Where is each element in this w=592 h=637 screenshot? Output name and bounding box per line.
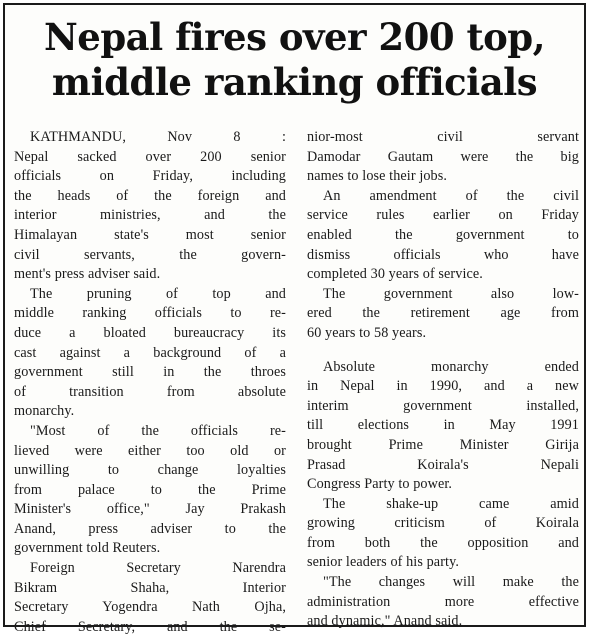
article-line: Congress Party to power. [307,476,453,493]
article-line: completed 30 years of service. [307,266,483,283]
article-line: brought Prime Minister Girija [307,436,579,453]
article-column-right [307,128,579,632]
paragraph-gap [307,344,579,358]
article-line: The government also low- [323,285,579,302]
newspaper-clipping [3,3,586,635]
article-line: ered the retirement age from [307,305,579,322]
article-line: officials on Friday, including [14,168,286,185]
article-line: cast against a background of a [14,344,286,361]
article-line: middle ranking officials to re- [14,305,286,322]
article-line: Minister's office," Jay Prakash [14,501,286,518]
article-line: "Most of the officials re- [30,422,286,439]
headline-line-2: middle ranking officials [51,60,538,104]
article-line: from palace to the Prime [14,481,286,498]
article-line: 60 years to 58 years. [307,324,427,341]
article-line: nior-most civil servant [307,129,579,145]
article-line: Secretary Yogendra Nath Ojha, [14,599,286,616]
article-line: The pruning of top and [30,285,286,302]
article-line: "The changes will make the [323,574,579,591]
article-line: government still in the throes [14,364,286,381]
article-line: interim government installed, [307,397,579,414]
article-line: in Nepal in 1990, and a new [307,378,579,395]
article-line: Chief Secretary, and the se- [14,618,286,635]
article-line: the heads of the foreign and [14,187,286,204]
article-line: Damodar Gautam were the big [307,148,579,165]
article-line: growing criticism of Koirala [307,515,579,532]
article-line: enabled the government to [307,226,579,243]
article-line: ment's press adviser said. [14,266,161,283]
article-line: government told Reuters. [14,540,161,557]
article-line: administration more effective [307,593,579,610]
article-line: The shake-up came amid [323,495,579,512]
article-line: dismiss officials who have [307,246,579,263]
article-line: KATHMANDU, Nov 8 : [30,129,286,145]
article-line: from both the opposition and [307,534,579,551]
article-line: Foreign Secretary Narendra [30,560,286,577]
article-line: of transition from absolute [14,383,286,400]
article-line: monarchy. [14,403,75,420]
headline-line-1: Nepal fires over 200 top, [43,15,546,59]
article-line: and dynamic," Anand said. [307,613,463,630]
article-line: Nepal sacked over 200 senior [14,148,286,165]
article-line: till elections in May 1991 [307,417,579,434]
article-line: service rules earlier on Friday [307,207,579,224]
article-line: civil servants, the govern- [14,246,286,263]
article-column-left [14,128,286,637]
article-line: An amendment of the civil [323,187,579,204]
article-line: Prasad Koirala's Nepali [307,456,579,473]
article-line: Bikram Shaha, Interior [14,579,286,596]
article-line: lieved were either too old or [14,442,286,459]
article-line: interior ministries, and the [14,207,286,224]
article-line: duce a bloated bureaucracy its [14,324,286,341]
article-line: unwilling to change loyalties [14,462,286,479]
article-line: names to lose their jobs. [307,168,448,185]
headline [5,15,584,105]
article-line: Anand, press adviser to the [14,520,286,537]
article-line: senior leaders of his party. [307,554,459,571]
article-line: Absolute monarchy ended [323,358,579,375]
article-line: Himalayan state's most senior [14,226,286,243]
